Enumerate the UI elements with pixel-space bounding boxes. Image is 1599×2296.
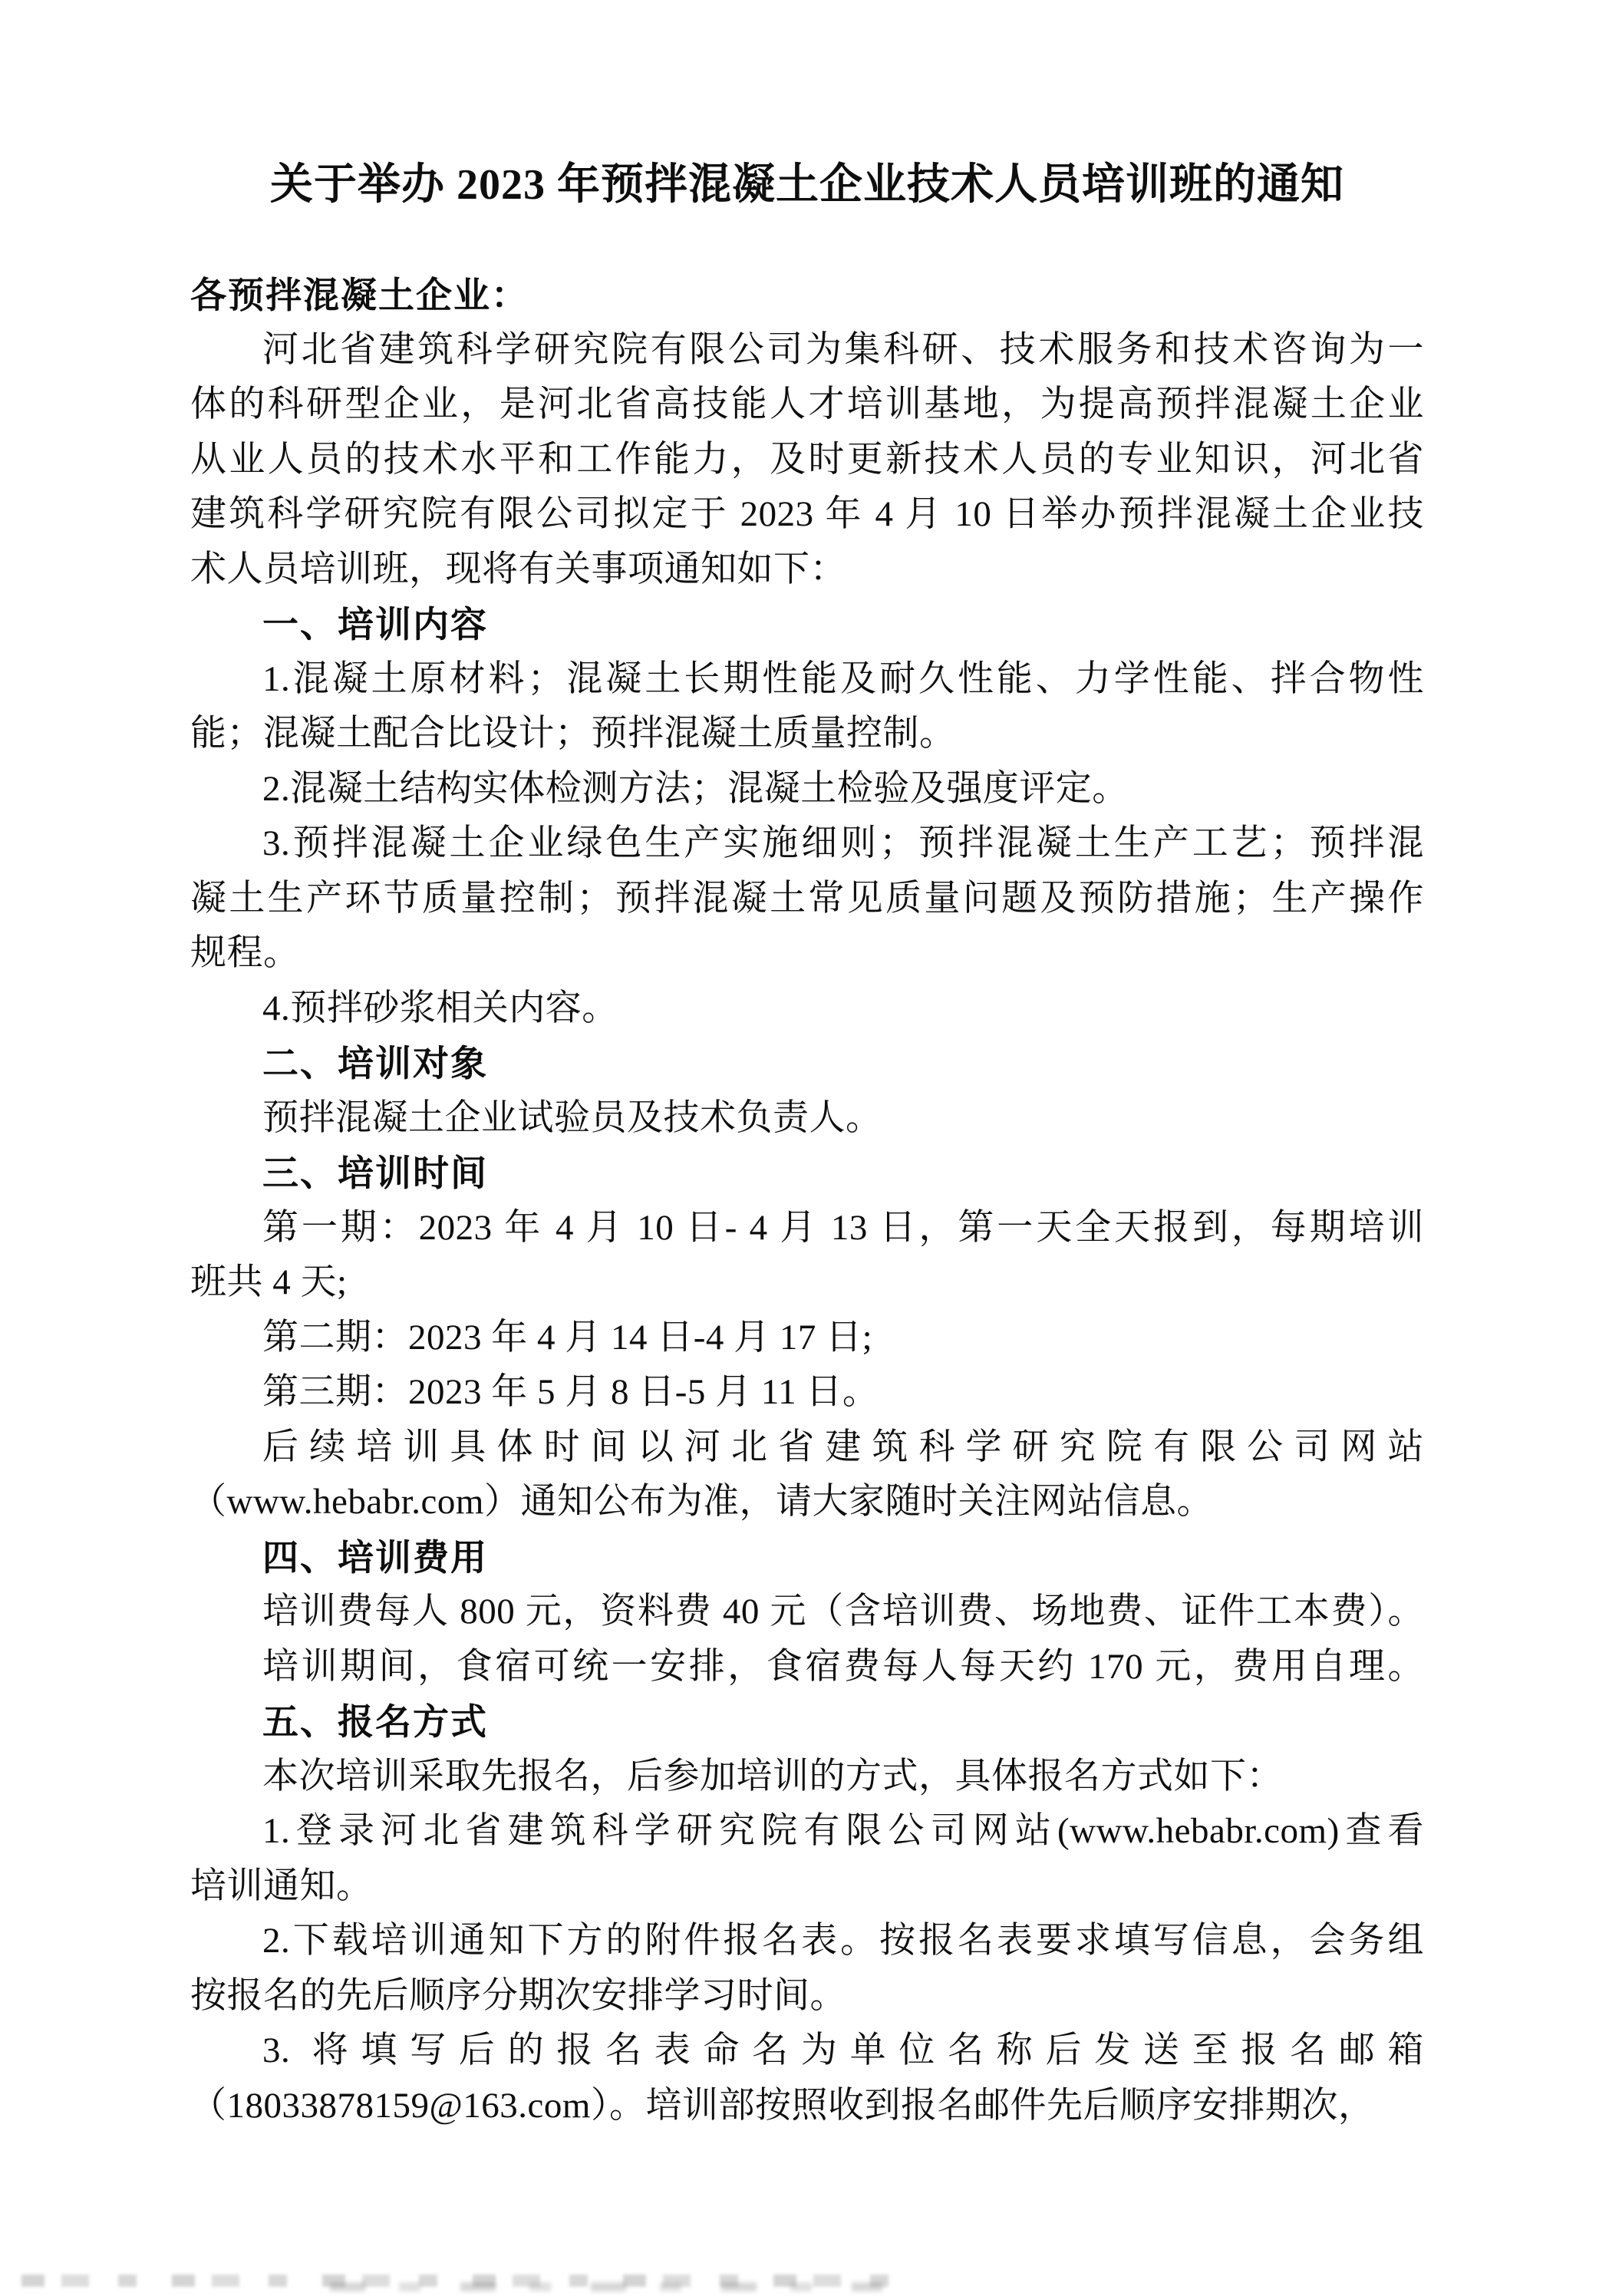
body-line: 第三期：2023 年 5 月 8 日-5 月 11 日。 (262, 1372, 879, 1412)
blank-line (190, 213, 1424, 269)
body-line: 本次培训采取先报名，后参加培训的方式，具体报名方式如下： (262, 1756, 1283, 1796)
body-line: 第一期：2023 年 4 月 10 日- 4 月 13 日，第一天全天报到，每期培训 (262, 1207, 1424, 1248)
document-body (190, 158, 1424, 2133)
body-line: 体的科研型企业，是河北省高技能人才培训基地，为提高预拌混凝土企业 (190, 384, 1424, 424)
body-line: 凝土生产环节质量控制；预拌混凝土常见质量问题及预防措施；生产操作 (190, 878, 1424, 919)
section-3-heading: 三、培训时间 (262, 1153, 488, 1193)
body-line: 从业人员的技术水平和工作能力，及时更新技术人员的专业知识，河北省 (190, 439, 1424, 480)
body-line: 培训费每人 800 元，资料费 40 元（含培训费、场地费、证件工本费）。 (262, 1592, 1424, 1631)
body-line: 3. 将填写后的报名表命名为单位名称后发送至报名邮箱 (262, 2030, 1424, 2070)
body-line: 培训通知。 (190, 1866, 373, 1906)
body-line: （18033878159@163.com）。培训部按照收到报名邮件先后顺序安排期次， (190, 2085, 1375, 2126)
body-line: 能；混凝土配合比设计；预拌混凝土质量控制。 (190, 714, 956, 754)
body-line: 4.预拌砂浆相关内容。 (262, 988, 618, 1028)
body-line: 2.下载培训通知下方的附件报名表。按报名表要求填写信息，会务组 (262, 1921, 1424, 1961)
body-line: 按报名的先后顺序分期次安排学习时间。 (190, 1975, 846, 2016)
doc-title: 关于举办 2023 年预拌混凝土企业技术人员培训班的通知 (270, 161, 1344, 209)
body-line: 第二期：2023 年 4 月 14 日-4 月 17 日; (262, 1317, 873, 1357)
body-line: 1.混凝土原材料；混凝土长期性能及耐久性能、力学性能、拌合物性 (262, 658, 1424, 699)
body-line: （www.hebabr.com）通知公布为准，请大家随时关注网站信息。 (190, 1482, 1213, 1522)
body-line: 规程。 (190, 933, 300, 973)
body-line: 3.预拌混凝土企业绿色生产实施细则；预拌混凝土生产工艺；预拌混 (262, 823, 1424, 863)
section-1-heading: 一、培训内容 (262, 604, 488, 645)
scan-artifact (330, 2282, 882, 2291)
body-line: 2.混凝土结构实体检测方法；混凝土检验及强度评定。 (262, 768, 1129, 809)
body-line: 班共 4 天; (190, 1262, 348, 1302)
body-line: 预拌混凝土企业试验员及技术负责人。 (262, 1097, 882, 1138)
body-line: 后续培训具体时间以河北省建筑科学研究院有限公司网站 (262, 1427, 1424, 1467)
body-line: 1.登录河北省建筑科学研究院有限公司网站(www.hebabr.com)查看 (262, 1811, 1424, 1851)
salutation: 各预拌混凝土企业： (190, 275, 529, 315)
body-line: 培训期间，食宿可统一安排，食宿费每人每天约 170 元，费用自理。 (262, 1646, 1424, 1687)
body-line: 术人员培训班，现将有关事项通知如下： (190, 549, 846, 589)
section-4-heading: 四、培训费用 (262, 1536, 488, 1578)
section-2-heading: 二、培训对象 (262, 1043, 488, 1084)
body-line: 河北省建筑科学研究院有限公司为集科研、技术服务和技术咨询为一 (262, 329, 1424, 370)
section-5-heading: 五、报名方式 (262, 1701, 488, 1742)
body-line: 建筑科学研究院有限公司拟定于 2023 年 4 月 10 日举办预拌混凝土企业技 (190, 494, 1424, 534)
